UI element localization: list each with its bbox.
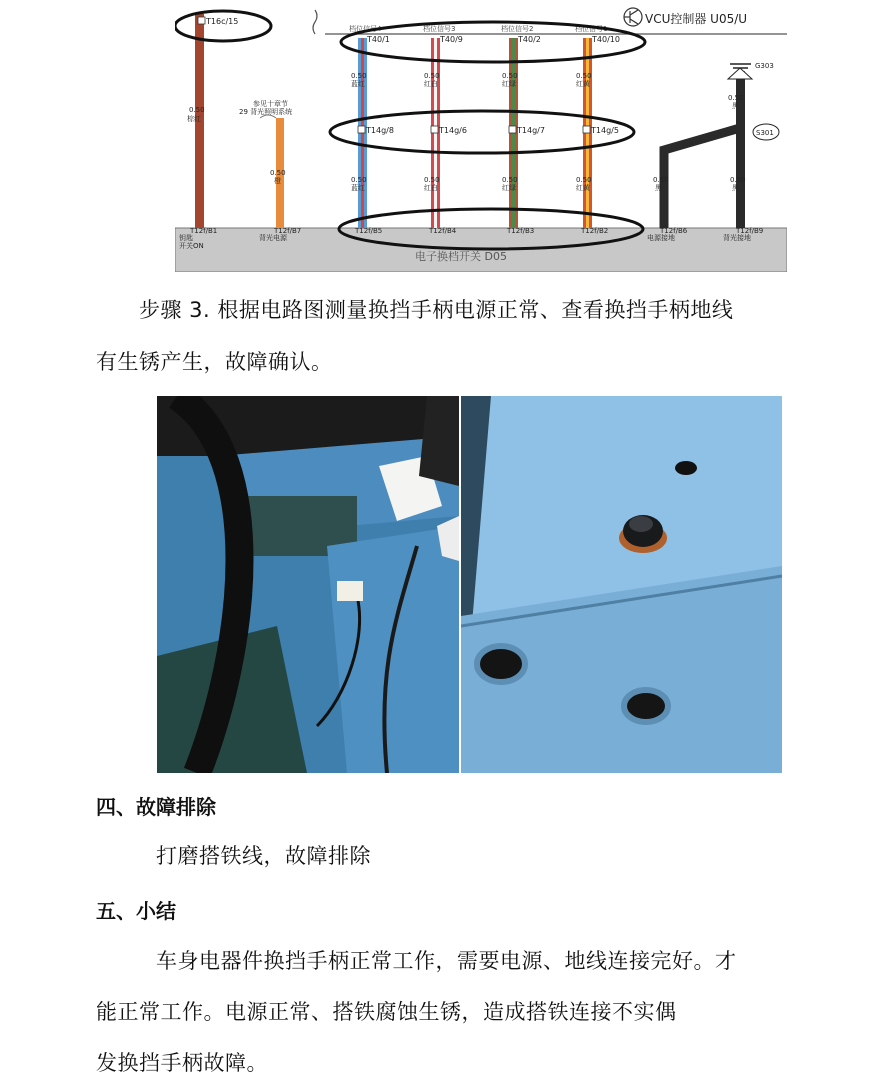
svg-text:T12f/B3: T12f/B3 xyxy=(507,227,535,235)
svg-text:0.50: 0.50 xyxy=(730,176,746,184)
svg-text:T12f/B5: T12f/B5 xyxy=(355,227,383,235)
svg-text:黑: 黑 xyxy=(732,184,739,192)
svg-text:棕红: 棕红 xyxy=(187,115,201,123)
svg-text:0.50: 0.50 xyxy=(189,106,205,114)
svg-text:G303: G303 xyxy=(755,62,774,70)
svg-text:0.50: 0.50 xyxy=(424,176,440,184)
svg-text:开关ON: 开关ON xyxy=(179,242,204,250)
svg-text:T14g/7: T14g/7 xyxy=(517,126,545,135)
svg-text:红白: 红白 xyxy=(424,184,438,192)
svg-text:T40/10: T40/10 xyxy=(592,35,620,44)
svg-text:红黄: 红黄 xyxy=(576,184,590,192)
svg-text:橙: 橙 xyxy=(274,177,281,185)
svg-text:红黄: 红黄 xyxy=(576,80,590,88)
photo-rusty-ground-bolt xyxy=(461,396,782,773)
svg-text:红绿: 红绿 xyxy=(502,80,516,88)
svg-text:背光接地: 背光接地 xyxy=(723,234,751,242)
splice-label: S301 xyxy=(756,129,774,137)
svg-text:T12f/B4: T12f/B4 xyxy=(429,227,457,235)
svg-text:T14g/5: T14g/5 xyxy=(591,126,619,135)
svg-text:T12f/B1: T12f/B1 xyxy=(190,227,218,235)
photo-car-floor xyxy=(157,396,459,773)
svg-text:0.50: 0.50 xyxy=(653,176,669,184)
svg-text:T12f/B7: T12f/B7 xyxy=(274,227,302,235)
svg-text:蓝红: 蓝红 xyxy=(351,184,365,192)
step3-line2: 有生锈产生，故障确认。 xyxy=(96,350,333,374)
svg-text:0.50: 0.50 xyxy=(728,94,744,102)
svg-text:0.50: 0.50 xyxy=(270,169,286,177)
svg-text:T14g/6: T14g/6 xyxy=(439,126,467,135)
ground-symbol-icon xyxy=(728,64,752,79)
summary-line2: 能正常工作。电源正常、搭铁腐蚀生锈，造成搭铁连接不实偶 xyxy=(96,1000,677,1024)
svg-text:T12f/B9: T12f/B9 xyxy=(736,227,764,235)
svg-text:T14g/8: T14g/8 xyxy=(366,126,394,135)
svg-text:蓝红: 蓝红 xyxy=(351,80,365,88)
svg-text:T40/2: T40/2 xyxy=(518,35,541,44)
svg-text:红白: 红白 xyxy=(424,80,438,88)
switch-box-label: 电子换档开关 D05 xyxy=(415,250,507,263)
svg-text:黑: 黑 xyxy=(655,184,662,192)
svg-text:29 背光照明系统: 29 背光照明系统 xyxy=(239,108,293,116)
svg-text:T40/9: T40/9 xyxy=(440,35,463,44)
svg-text:0.50: 0.50 xyxy=(351,72,367,80)
svg-text:背光电源: 背光电源 xyxy=(259,234,287,242)
section4-heading: 四、故障排除 xyxy=(96,795,216,819)
summary-line1: 车身电器件换挡手柄正常工作，需要电源、地线连接完好。才 xyxy=(156,949,737,973)
svg-text:0.50: 0.50 xyxy=(424,72,440,80)
svg-text:红绿: 红绿 xyxy=(502,184,516,192)
section4-text: 打磨搭铁线，故障排除 xyxy=(156,844,371,868)
svg-text:T12f/B2: T12f/B2 xyxy=(581,227,609,235)
wiring-diagram xyxy=(175,0,787,272)
svg-text:T40/1: T40/1 xyxy=(367,35,390,44)
svg-text:档位信号3: 档位信号3 xyxy=(423,25,456,33)
svg-text:档位信号4: 档位信号4 xyxy=(349,25,382,33)
section5-heading: 五、小结 xyxy=(96,899,176,923)
svg-text:档位信号1: 档位信号1 xyxy=(575,25,608,33)
svg-text:电源接地: 电源接地 xyxy=(647,234,675,242)
svg-text:T12f/B6: T12f/B6 xyxy=(660,227,688,235)
svg-text:0.50: 0.50 xyxy=(502,72,518,80)
connector-top-label: T16c/15 xyxy=(206,17,239,26)
vcu-label: VCU控制器 U05/U xyxy=(645,12,748,26)
svg-text:0.50: 0.50 xyxy=(576,176,592,184)
svg-text:0.50: 0.50 xyxy=(576,72,592,80)
svg-text:参见十章节: 参见十章节 xyxy=(253,100,288,108)
step3-line1: 步骤 3. 根据电路图测量换挡手柄电源正常、查看换挡手柄地线 xyxy=(139,298,734,322)
highlight-circles xyxy=(175,11,645,249)
svg-text:黑: 黑 xyxy=(732,102,739,110)
svg-text:0.50: 0.50 xyxy=(502,176,518,184)
transistor-symbol-icon xyxy=(624,8,642,26)
svg-text:0.50: 0.50 xyxy=(351,176,367,184)
summary-line3: 发换挡手柄故障。 xyxy=(96,1051,268,1075)
svg-text:钥匙: 钥匙 xyxy=(179,234,193,242)
svg-text:档位信号2: 档位信号2 xyxy=(501,25,534,33)
